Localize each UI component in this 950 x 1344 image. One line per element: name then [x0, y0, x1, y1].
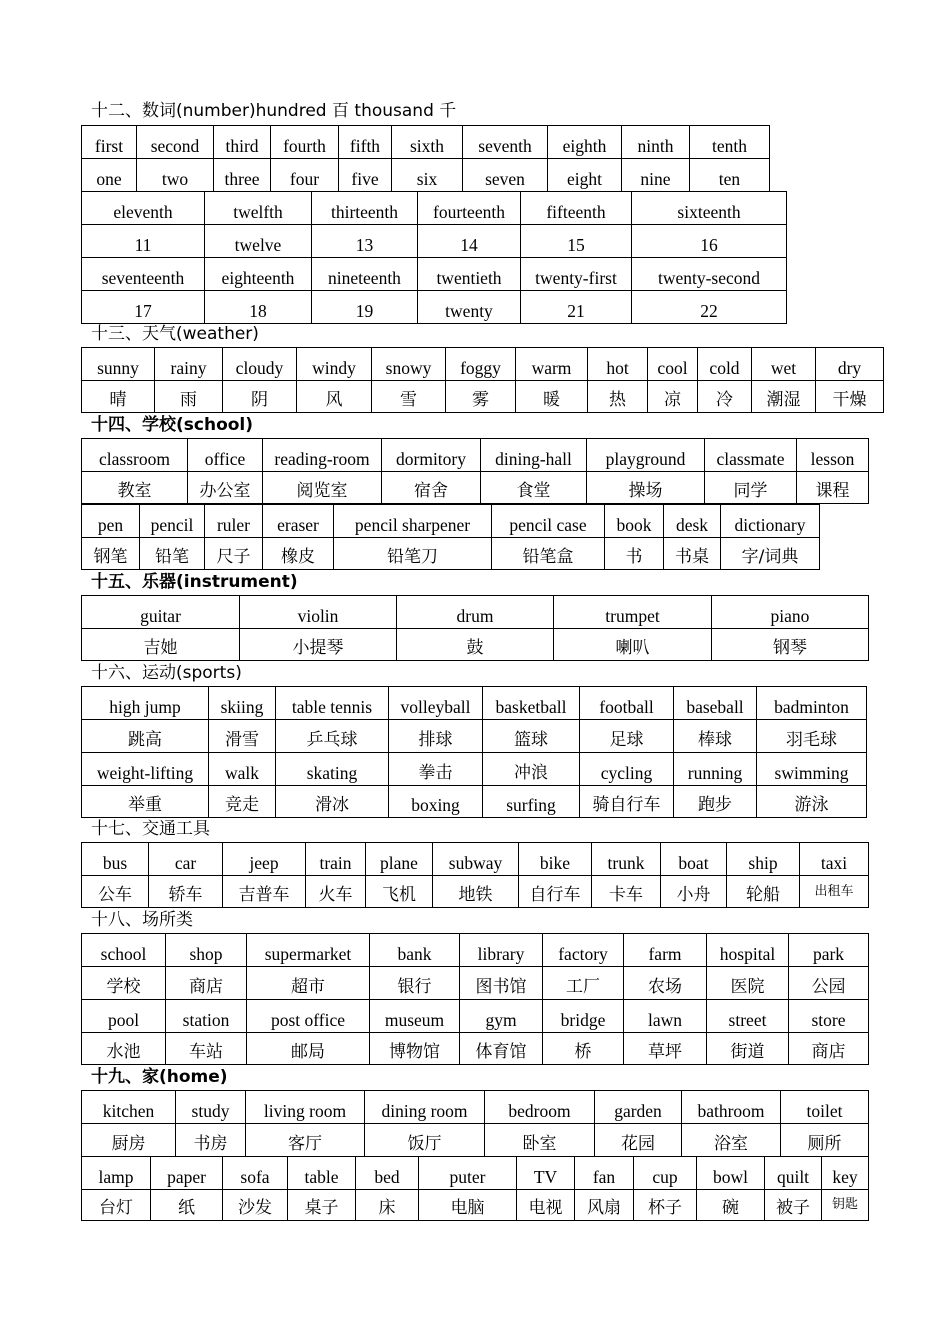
vocab-cell: toilet — [780, 1090, 869, 1124]
vocab-cell: 22 — [631, 290, 787, 324]
vocab-cell: 浴室 — [681, 1123, 781, 1157]
vocab-cell: boxing — [388, 785, 483, 818]
vocab-cell: 图书馆 — [459, 966, 543, 1000]
vocab-cell: football — [579, 686, 674, 720]
vocab-cell: taxi — [799, 842, 869, 876]
vocab-cell: eight — [547, 158, 622, 192]
vocab-cell: 教室 — [81, 471, 188, 504]
vocab-cell: twenty-second — [631, 257, 787, 291]
vocab-cell: shop — [165, 933, 247, 967]
vocab-cell: 雪 — [371, 380, 446, 413]
vocab-cell: 铅笔盒 — [491, 537, 605, 570]
vocab-cell: 13 — [311, 224, 418, 258]
vocab-cell: 雾 — [445, 380, 516, 413]
vocab-cell: 16 — [631, 224, 787, 258]
vocab-cell: lamp — [81, 1156, 151, 1190]
vocab-cell: windy — [296, 347, 372, 381]
vocab-cell: 商店 — [165, 966, 247, 1000]
vocab-cell: 纸 — [150, 1189, 223, 1221]
vocab-cell: 厕所 — [780, 1123, 869, 1157]
vocab-cell: cloudy — [222, 347, 297, 381]
vocab-cell: 11 — [81, 224, 205, 258]
vocab-cell: 食堂 — [480, 471, 587, 504]
vocab-cell: 农场 — [623, 966, 707, 1000]
vocab-cell: badminton — [756, 686, 867, 720]
vocab-cell: 跳高 — [81, 719, 209, 753]
vocab-cell: 水池 — [81, 1032, 166, 1065]
vocab-cell: skiing — [208, 686, 276, 720]
vocab-cell: 办公室 — [187, 471, 263, 504]
vocab-cell: dining room — [364, 1090, 485, 1124]
vocab-cell: 字/词典 — [720, 537, 820, 570]
vocab-cell: violin — [239, 595, 397, 629]
vocab-cell: 杯子 — [633, 1189, 697, 1221]
vocab-cell: wet — [751, 347, 816, 381]
vocab-cell: pen — [81, 504, 140, 538]
vocab-cell: subway — [432, 842, 519, 876]
vocab-cell: piano — [711, 595, 869, 629]
vocab-cell: plane — [365, 842, 433, 876]
vocab-cell: 小提琴 — [239, 628, 397, 661]
vocab-cell: book — [604, 504, 664, 538]
vocab-cell: 厨房 — [81, 1123, 176, 1157]
vocab-cell: 公车 — [81, 875, 149, 908]
vocab-cell: study — [175, 1090, 246, 1124]
vocab-cell: cold — [697, 347, 752, 381]
vocab-cell: lesson — [796, 438, 869, 472]
section-heading: 十七、交通工具 — [91, 819, 210, 839]
vocab-cell: 举重 — [81, 785, 209, 818]
vocab-cell: eighteenth — [204, 257, 312, 291]
vocab-cell: one — [81, 158, 137, 192]
vocab-cell: sixth — [391, 125, 463, 159]
vocab-cell: fifteenth — [520, 191, 632, 225]
vocab-cell: 乒乓球 — [275, 719, 389, 753]
vocab-cell: 商店 — [788, 1032, 869, 1065]
vocab-cell: 出租车 — [799, 875, 869, 908]
vocab-cell: swimming — [756, 752, 867, 786]
vocab-cell: 篮球 — [482, 719, 580, 753]
vocab-cell: third — [213, 125, 271, 159]
vocab-cell: nineteenth — [311, 257, 418, 291]
vocab-cell: 竞走 — [208, 785, 276, 818]
vocab-cell: factory — [542, 933, 624, 967]
vocab-cell: sofa — [222, 1156, 288, 1190]
vocab-cell: eleventh — [81, 191, 205, 225]
vocab-cell: baseball — [673, 686, 757, 720]
vocab-cell: 学校 — [81, 966, 166, 1000]
vocab-cell: lawn — [623, 999, 707, 1033]
vocab-cell: ruler — [204, 504, 263, 538]
vocab-cell: 客厅 — [245, 1123, 365, 1157]
vocab-cell: classroom — [81, 438, 188, 472]
vocab-cell: 书房 — [175, 1123, 246, 1157]
vocab-cell: warm — [515, 347, 588, 381]
vocab-cell: school — [81, 933, 166, 967]
vocab-cell: dining-hall — [480, 438, 587, 472]
vocab-cell: ninth — [621, 125, 690, 159]
vocab-cell: train — [305, 842, 366, 876]
vocab-cell: seventeenth — [81, 257, 205, 291]
vocab-cell: reading-room — [262, 438, 382, 472]
vocab-cell: station — [165, 999, 247, 1033]
vocab-cell: eraser — [262, 504, 334, 538]
vocab-cell: 草坪 — [623, 1032, 707, 1065]
vocab-cell: 电脑 — [418, 1189, 517, 1221]
vocab-cell: 18 — [204, 290, 312, 324]
vocab-cell: 阴 — [222, 380, 297, 413]
section-heading: 十三、天气(weather) — [91, 324, 259, 344]
vocab-cell: 晴 — [81, 380, 155, 413]
vocab-cell: museum — [369, 999, 460, 1033]
vocab-cell: basketball — [482, 686, 580, 720]
section-heading: 十六、运动(sports) — [91, 663, 242, 683]
vocab-cell: cup — [633, 1156, 697, 1190]
vocab-cell: 地铁 — [432, 875, 519, 908]
vocab-cell: 跑步 — [673, 785, 757, 818]
vocab-cell: 小舟 — [660, 875, 727, 908]
vocab-cell: foggy — [445, 347, 516, 381]
vocab-cell: table — [287, 1156, 356, 1190]
vocab-cell: 钢琴 — [711, 628, 869, 661]
vocab-cell: 拳击 — [388, 752, 483, 786]
vocab-cell: twenty — [417, 290, 521, 324]
vocab-cell: running — [673, 752, 757, 786]
vocab-cell: 书 — [604, 537, 664, 570]
vocab-cell: bank — [369, 933, 460, 967]
vocab-cell: 轮船 — [726, 875, 800, 908]
vocab-cell: nine — [621, 158, 690, 192]
vocab-cell: 橡皮 — [262, 537, 334, 570]
vocab-cell: twelve — [204, 224, 312, 258]
vocab-cell: farm — [623, 933, 707, 967]
vocab-cell: 雨 — [154, 380, 223, 413]
vocab-cell: supermarket — [246, 933, 370, 967]
vocab-cell: 飞机 — [365, 875, 433, 908]
vocab-cell: three — [213, 158, 271, 192]
vocab-cell: 邮局 — [246, 1032, 370, 1065]
vocab-cell: 14 — [417, 224, 521, 258]
vocab-cell: key — [821, 1156, 869, 1190]
vocab-cell: twenty-first — [520, 257, 632, 291]
vocab-cell: skating — [275, 752, 389, 786]
vocab-cell: 沙发 — [222, 1189, 288, 1221]
vocab-cell: quilt — [764, 1156, 822, 1190]
vocab-cell: seventh — [462, 125, 548, 159]
vocab-cell: 风 — [296, 380, 372, 413]
vocab-cell: first — [81, 125, 137, 159]
vocab-cell: 轿车 — [148, 875, 223, 908]
vocab-cell: 钢笔 — [81, 537, 140, 570]
vocab-cell: 公园 — [788, 966, 869, 1000]
vocab-cell: table tennis — [275, 686, 389, 720]
vocab-cell: dormitory — [381, 438, 481, 472]
vocab-cell: garden — [594, 1090, 682, 1124]
vocab-cell: 卧室 — [484, 1123, 595, 1157]
vocab-cell: park — [788, 933, 869, 967]
vocab-cell: 滑雪 — [208, 719, 276, 753]
vocab-cell: 阅览室 — [262, 471, 382, 504]
vocab-cell: seven — [462, 158, 548, 192]
vocab-cell: puter — [418, 1156, 517, 1190]
vocab-cell: gym — [459, 999, 543, 1033]
vocab-cell: trunk — [591, 842, 661, 876]
vocab-cell: twelfth — [204, 191, 312, 225]
section-heading: 十九、家(home) — [91, 1067, 228, 1087]
vocab-cell: second — [136, 125, 214, 159]
vocab-cell: 干燥 — [815, 380, 884, 413]
vocab-cell: 铅笔 — [139, 537, 205, 570]
vocab-cell: street — [706, 999, 789, 1033]
vocab-cell: pencil sharpener — [333, 504, 492, 538]
vocab-cell: 超市 — [246, 966, 370, 1000]
vocab-cell: walk — [208, 752, 276, 786]
vocab-cell: 17 — [81, 290, 205, 324]
vocab-cell: 尺子 — [204, 537, 263, 570]
vocab-cell: surfing — [482, 785, 580, 818]
vocab-cell: 被子 — [764, 1189, 822, 1221]
vocab-cell: hospital — [706, 933, 789, 967]
vocab-cell: 鼓 — [396, 628, 554, 661]
vocab-cell: 花园 — [594, 1123, 682, 1157]
vocab-cell: 操场 — [586, 471, 705, 504]
vocab-cell: 骑自行车 — [579, 785, 674, 818]
vocab-cell: 饭厅 — [364, 1123, 485, 1157]
vocab-cell: post office — [246, 999, 370, 1033]
vocab-cell: 医院 — [706, 966, 789, 1000]
vocab-cell: 银行 — [369, 966, 460, 1000]
vocab-cell: six — [391, 158, 463, 192]
vocab-cell: 羽毛球 — [756, 719, 867, 753]
vocab-cell: fourteenth — [417, 191, 521, 225]
vocab-cell: weight-lifting — [81, 752, 209, 786]
vocab-cell: ten — [689, 158, 770, 192]
vocab-cell: 宿舍 — [381, 471, 481, 504]
vocab-cell: trumpet — [553, 595, 712, 629]
vocab-cell: store — [788, 999, 869, 1033]
vocab-cell: ship — [726, 842, 800, 876]
vocab-cell: cycling — [579, 752, 674, 786]
vocab-cell: sunny — [81, 347, 155, 381]
vocab-cell: car — [148, 842, 223, 876]
vocab-cell: playground — [586, 438, 705, 472]
vocab-cell: 吉普车 — [222, 875, 306, 908]
vocab-cell: 凉 — [647, 380, 698, 413]
vocab-cell: two — [136, 158, 214, 192]
vocab-cell: 课程 — [796, 471, 869, 504]
vocab-cell: 碗 — [696, 1189, 765, 1221]
section-heading: 十四、学校(school) — [91, 415, 254, 435]
vocab-cell: 冲浪 — [482, 752, 580, 786]
vocab-cell: 19 — [311, 290, 418, 324]
vocab-cell: 21 — [520, 290, 632, 324]
vocab-cell: 钥匙 — [821, 1189, 869, 1221]
vocab-cell: 排球 — [388, 719, 483, 753]
vocab-cell: bike — [518, 842, 592, 876]
vocab-cell: office — [187, 438, 263, 472]
vocab-cell: 喇叭 — [553, 628, 712, 661]
section-heading: 十五、乐器(instrument) — [91, 572, 298, 592]
vocab-cell: four — [270, 158, 339, 192]
vocab-cell: thirteenth — [311, 191, 418, 225]
vocab-cell: cool — [647, 347, 698, 381]
vocab-cell: 潮湿 — [751, 380, 816, 413]
section-heading: 十二、数词(number)hundred 百 thousand 千 — [91, 101, 457, 121]
vocab-cell: drum — [396, 595, 554, 629]
vocab-cell: 游泳 — [756, 785, 867, 818]
vocab-cell: pool — [81, 999, 166, 1033]
vocab-cell: living room — [245, 1090, 365, 1124]
vocab-cell: 床 — [355, 1189, 419, 1221]
vocab-cell: snowy — [371, 347, 446, 381]
vocab-cell: volleyball — [388, 686, 483, 720]
vocab-cell: 体育馆 — [459, 1032, 543, 1065]
vocab-cell: hot — [587, 347, 648, 381]
vocab-cell: 铅笔刀 — [333, 537, 492, 570]
vocab-cell: 自行车 — [518, 875, 592, 908]
vocab-cell: 暖 — [515, 380, 588, 413]
vocab-cell: 热 — [587, 380, 648, 413]
vocab-cell: bed — [355, 1156, 419, 1190]
vocab-cell: twentieth — [417, 257, 521, 291]
vocab-cell: bedroom — [484, 1090, 595, 1124]
vocab-cell: classmate — [704, 438, 797, 472]
vocab-cell: 同学 — [704, 471, 797, 504]
vocab-cell: 书桌 — [663, 537, 721, 570]
vocab-cell: 桌子 — [287, 1189, 356, 1221]
vocab-cell: bowl — [696, 1156, 765, 1190]
vocab-cell: 桥 — [542, 1032, 624, 1065]
vocab-cell: paper — [150, 1156, 223, 1190]
section-heading: 十八、场所类 — [91, 910, 193, 930]
vocab-cell: fifth — [338, 125, 392, 159]
vocab-cell: 电视 — [516, 1189, 575, 1221]
vocab-cell: bus — [81, 842, 149, 876]
vocab-cell: five — [338, 158, 392, 192]
vocab-cell: guitar — [81, 595, 240, 629]
vocab-cell: jeep — [222, 842, 306, 876]
vocab-cell: fan — [574, 1156, 634, 1190]
vocab-cell: desk — [663, 504, 721, 538]
vocab-cell: rainy — [154, 347, 223, 381]
vocab-cell: 棒球 — [673, 719, 757, 753]
vocab-cell: library — [459, 933, 543, 967]
vocab-cell: sixteenth — [631, 191, 787, 225]
vocab-cell: 滑冰 — [275, 785, 389, 818]
vocab-cell: tenth — [689, 125, 770, 159]
vocab-cell: 车站 — [165, 1032, 247, 1065]
vocab-cell: 火车 — [305, 875, 366, 908]
vocab-cell: eighth — [547, 125, 622, 159]
vocab-cell: 博物馆 — [369, 1032, 460, 1065]
vocab-cell: pencil case — [491, 504, 605, 538]
vocab-cell: bathroom — [681, 1090, 781, 1124]
vocab-cell: 风扇 — [574, 1189, 634, 1221]
vocab-cell: TV — [516, 1156, 575, 1190]
vocab-cell: 15 — [520, 224, 632, 258]
vocab-cell: fourth — [270, 125, 339, 159]
vocab-cell: 冷 — [697, 380, 752, 413]
vocab-cell: kitchen — [81, 1090, 176, 1124]
vocab-cell: 足球 — [579, 719, 674, 753]
vocab-cell: bridge — [542, 999, 624, 1033]
vocab-cell: 工厂 — [542, 966, 624, 1000]
vocab-cell: boat — [660, 842, 727, 876]
vocab-cell: 台灯 — [81, 1189, 151, 1221]
vocab-cell: 卡车 — [591, 875, 661, 908]
vocab-cell: dry — [815, 347, 884, 381]
vocab-cell: pencil — [139, 504, 205, 538]
vocab-cell: 街道 — [706, 1032, 789, 1065]
vocab-cell: dictionary — [720, 504, 820, 538]
vocab-cell: 吉她 — [81, 628, 240, 661]
vocab-cell: high jump — [81, 686, 209, 720]
